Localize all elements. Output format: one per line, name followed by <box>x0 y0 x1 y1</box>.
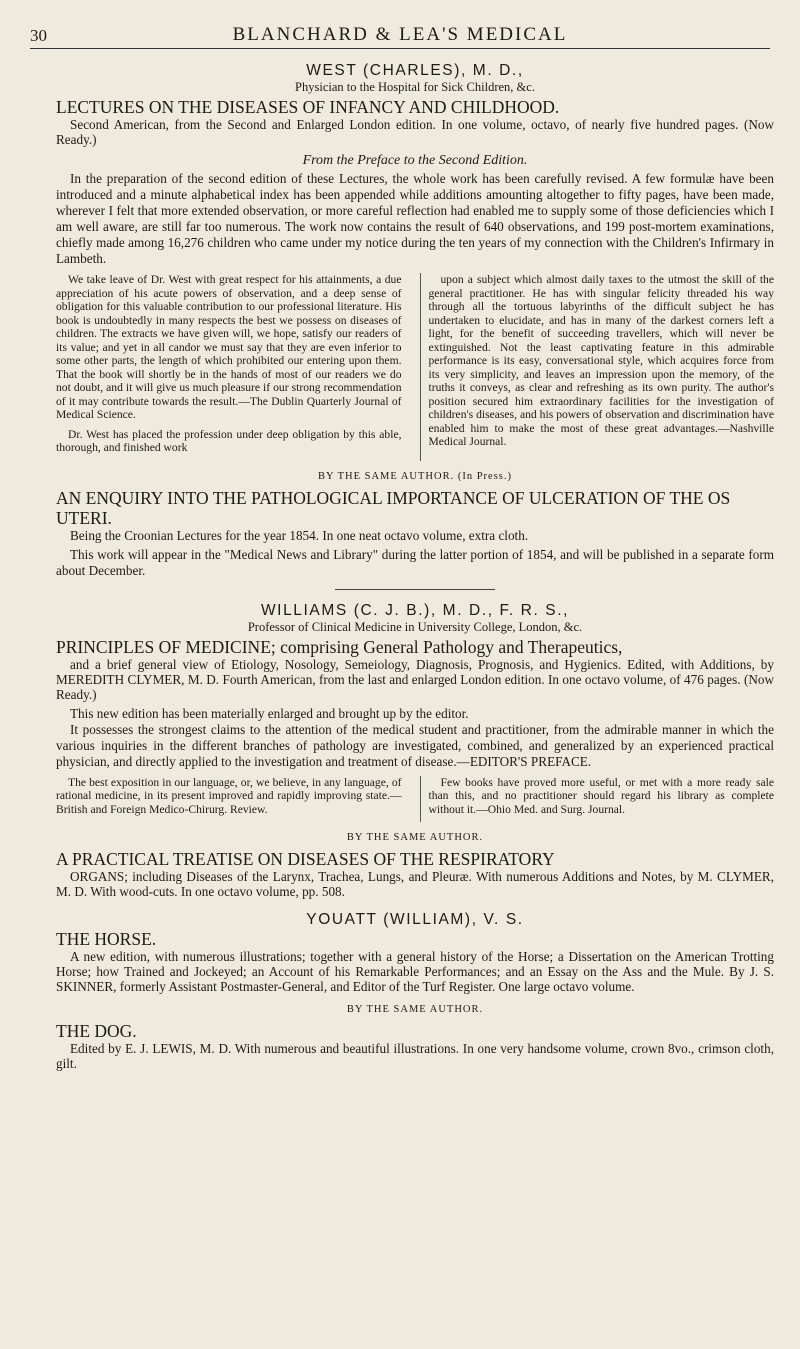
enquiry-note: This work will appear in the "Medical News and Library" during the latter portion of 1854, and will be published in a separate form about December. <box>56 546 774 578</box>
section-divider <box>335 589 495 590</box>
book-description-lectures: Second American, from the Second and Enlarged London edition. In one volume, octavo, of nearly five hundred pages. (Now Ready.) <box>56 117 774 147</box>
book-title-horse: THE HORSE. <box>56 929 157 949</box>
author-role-west: Physician to the Hospital for Sick Children, &c. <box>295 80 535 94</box>
book-description-enquiry: Being the Croonian Lectures for the year 1854. In one neat octavo volume, extra cloth. <box>70 527 529 543</box>
book-title-enquiry: AN ENQUIRY INTO THE PATHOLOGICAL IMPORTANCE OF ULCERATION OF THE OS UTERI. <box>56 487 731 528</box>
principles-note-1: This new edition has been materially enlarged and brought up by the editor. <box>70 705 469 721</box>
author-role-williams: Professor of Clinical Medicine in University College, London, &c. <box>247 619 583 634</box>
book-description-respiratory: ORGANS; including Diseases of the Larynx, Trachea, Lungs, and Pleuræ. With numerous Additions and Notes, by M. CLYMER, M. D. With wood-cuts. In one octavo volume, pp. 508. <box>56 869 774 899</box>
author-youatt: YOUATT (WILLIAM), V. S. <box>306 911 524 928</box>
byline-same-author-williams: BY THE SAME AUTHOR. <box>346 832 484 843</box>
book-title-dog: THE DOG. <box>56 1021 137 1041</box>
book-title-respiratory: A PRACTICAL TREATISE ON DISEASES OF THE RESPIRATORY <box>56 849 555 869</box>
review-nashville: upon a subject which almost daily taxes to the utmost the skill of the general practitioner. He has with singular felicity threaded his way through all the tortuous labyrinths of the difficult subject he has undertaken to elucidate, and has in many of the darkest corners left a light, for the benefit of succeeding travellers, which will never be extinguished. Not the least captivating feature in this admirable performance is its easy, conversational style, which acquires force from its very simplicity, and leaves an impression upon the memory, of the truths it conveys, as clear and refreshing as its own purity. The author's position secured him extraordinary facilities for the investigation of children's diseases, and his powers of observation and discrimination have enabled him to make the most of these great advantages.—Nashville Medical Journal. <box>428 273 774 448</box>
spacer <box>56 903 774 911</box>
review-column-left <box>56 273 402 461</box>
book-description-dog: Edited by E. J. LEWIS, M. D. With numerous and beautiful illustrations. In one very handsome volume, crown 8vo., crimson cloth, gilt. <box>56 1041 774 1071</box>
review-text-british: The best exposition in our language, or, we believe, in any language, of rational medicine, in its present improved and rapidly improving state.—British and Foreign Medico-Chirurg. Review. <box>56 775 402 816</box>
review-nashville-start: Dr. West has placed the profession under deep obligation by this able, thorough, and finished work <box>56 427 402 454</box>
principles-note-2: It possesses the strongest claims to the attention of the medical student and practitioner, from the admirable manner in which the various inquiries in the different branches of pathology are investigated, combined, and generalized by an experienced practical physician, and directly applied to the investigation and treatment of disease.—EDITOR'S PREFACE. <box>56 721 774 769</box>
page-header <box>30 22 770 49</box>
review-british-foreign <box>56 776 402 823</box>
reviews-west <box>56 273 774 461</box>
page-number: 30 <box>30 26 47 45</box>
book-description-principles: and a brief general view of Etiology, Nosology, Semeiology, Diagnosis, Prognosis, and Hygienics. Edited, with Additions, by MEREDITH CLYMER, M. D. Fourth American, from the last and enlarged London edition. In one octavo volume, of 476 pages. (Now Ready.) <box>56 656 774 702</box>
review-column-right <box>420 273 775 461</box>
review-ohio <box>420 776 775 823</box>
byline-same-author: BY THE SAME AUTHOR. (In Press.) <box>317 470 513 482</box>
preface-heading: From the Preface to the Second Edition. <box>302 153 528 168</box>
author-west: WEST (CHARLES), M. D., <box>306 62 524 79</box>
running-title: BLANCHARD & LEA'S MEDICAL <box>232 24 568 45</box>
author-williams: WILLIAMS (C. J. B.), M. D., F. R. S., <box>260 601 570 619</box>
page-content <box>56 62 774 1075</box>
book-description-horse: A new edition, with numerous illustrations; together with a general history of the Horse; a Dissertation on the American Trotting Horse; how Trained and Jockeyed; an Account of his Remarkable Performances; and an Essay on the Ass and the Mule. By J. S. SKINNER, formerly Assistant Postmaster-General, and Editor of the Turf Register. One large octavo volume. <box>56 949 774 994</box>
book-title-lectures: LECTURES ON THE DISEASES OF INFANCY AND CHILDHOOD. <box>56 97 560 117</box>
review-text-ohio: Few books have proved more useful, or met with a more ready sale than this, and no practitioner should regard his library as complete without it.—Ohio Med. and Surg. Journal. <box>428 775 774 816</box>
book-title-principles: PRINCIPLES OF MEDICINE; comprising General Pathology and Therapeutics, <box>56 636 623 657</box>
byline-same-author-youatt: BY THE SAME AUTHOR. <box>346 1004 484 1015</box>
review-dublin: We take leave of Dr. West with great respect for his attainments, a due appreciation of his acute powers of observation, and a deep sense of obligation for this valuable contribution to our professional literature. His book is undoubtedly in many respects the best we possess on diseases of children. The extracts we have given will, we hope, satisfy our readers of its value; and yet in all candor we must say that they are even inferior to some other parts, the length of which prohibited our entering upon them. That the book will shortly be in the hands of most of our readers we do not doubt, and it will give us much pleasure if our strong recommendation of it may contribute towards the result.—The Dublin Quarterly Journal of Medical Science. <box>56 273 402 421</box>
reviews-williams <box>56 776 774 823</box>
preface-text: In the preparation of the second edition of these Lectures, the whole work has been carefully revised. A few formulæ have been introduced and a minute alphabetical index has been appended while additions amounting altogether to fifty pages, have been made, wherever I felt that more extended observation, or more careful reflection had enabled me to supply some of those deficiencies which I am well aware, are still far too numerous. The work now contains the result of 640 observations, and 199 post-mortem examinations, chiefly made among 16,276 children who came under my notice during the ten years of my connection with the Children's Infirmary in Lambeth. <box>56 171 774 266</box>
